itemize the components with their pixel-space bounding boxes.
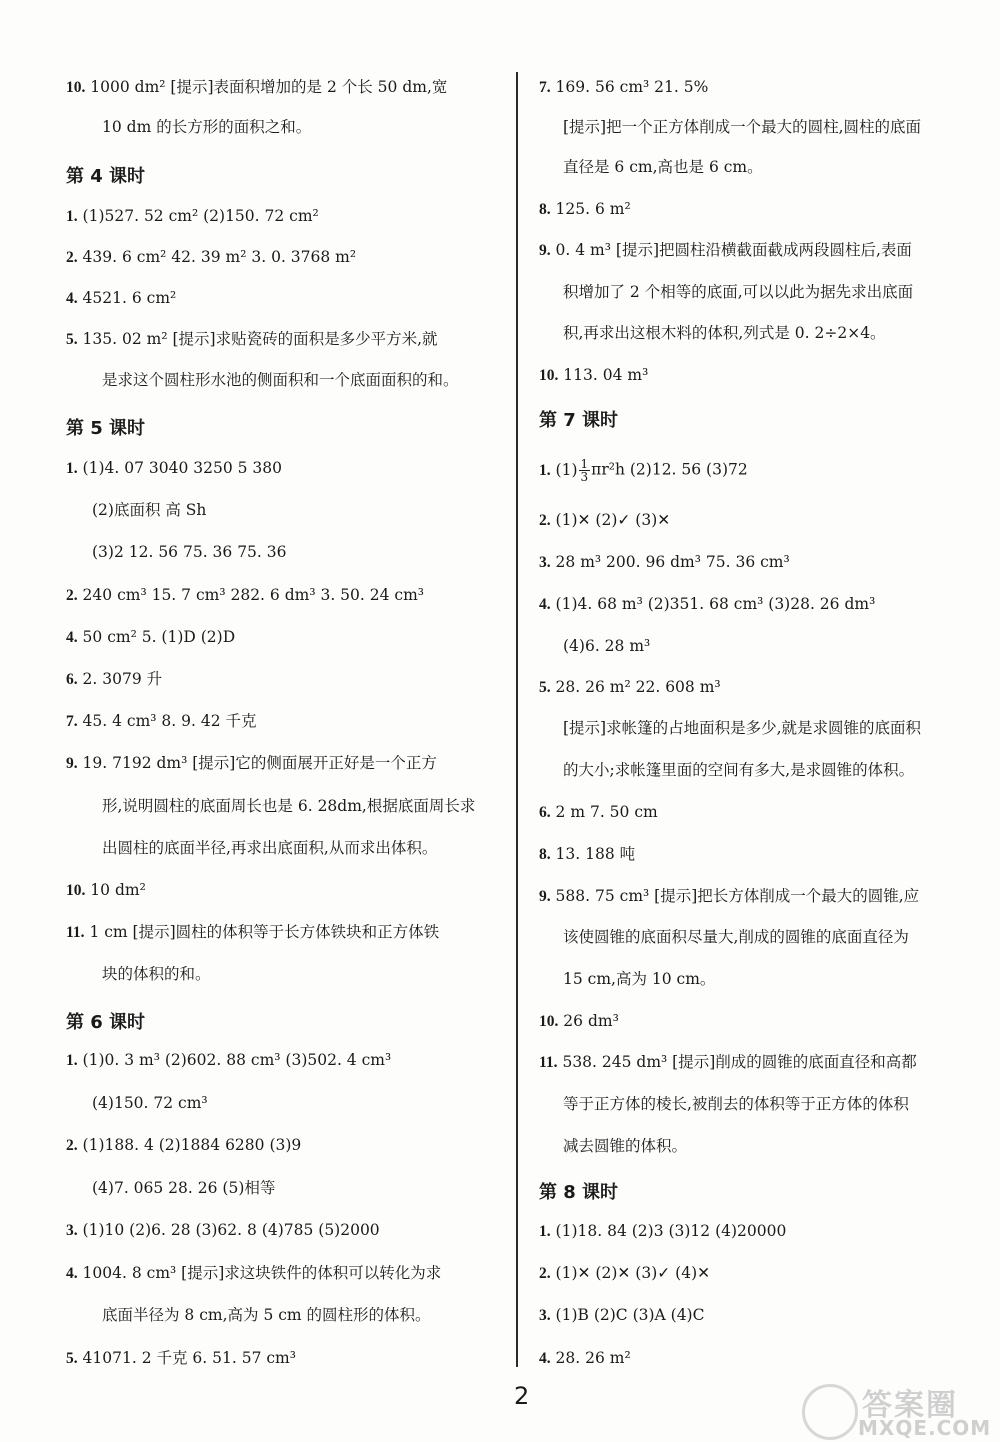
question-number: 2. — [66, 1137, 78, 1154]
section-heading: 第 4 课时 — [66, 166, 146, 187]
answer-line: 形,说明圆柱的底面周长也是 6. 28dm,根据底面周长求 — [102, 797, 476, 815]
question-number: 10. — [66, 79, 86, 96]
question-number: 10. — [66, 882, 86, 899]
question-number: 5. — [66, 1350, 78, 1367]
answer-line: 1. (1)527. 52 cm² (2)150. 72 cm² — [66, 207, 319, 225]
answer-line: 4. 50 cm² 5. (1)D (2)D — [66, 628, 236, 646]
question-number: 4. — [539, 596, 551, 613]
answer-line: 10. 1000 dm² [提示]表面积增加的是 2 个长 50 dm,宽 — [66, 78, 448, 96]
question-number: 9. — [539, 242, 551, 259]
answer-line: 直径是 6 cm,高也是 6 cm。 — [563, 158, 763, 176]
answer-line: [提示]把一个正方体削成一个最大的圆柱,圆柱的底面 — [563, 118, 922, 136]
answer-line: 2. (1)✕ (2)✕ (3)✓ (4)✕ — [539, 1264, 711, 1282]
answer-line: (3)2 12. 56 75. 36 75. 36 — [92, 543, 287, 561]
answer-line: 6. 2 m 7. 50 cm — [539, 803, 658, 821]
answer-line: 9. 19. 7192 dm³ [提示]它的侧面展开正好是一个正方 — [66, 754, 437, 772]
question-number: 3. — [539, 1307, 551, 1324]
answer-line: 5. 28. 26 m² 22. 608 m³ — [539, 678, 721, 696]
section-heading: 第 7 课时 — [539, 410, 619, 431]
question-number: 3. — [66, 1222, 78, 1239]
question-number: 10. — [539, 1013, 559, 1030]
question-number: 1. — [66, 460, 78, 477]
answer-line: 9. 0. 4 m³ [提示]把圆柱沿横截面截成两段圆柱后,表面 — [539, 241, 912, 259]
watermark-badge-icon — [802, 1384, 858, 1440]
answer-line: 10 dm 的长方形的面积之和。 — [102, 118, 312, 136]
answer-line: 7. 169. 56 cm³ 21. 5% — [539, 78, 709, 96]
watermark-text: 答案圈 — [862, 1388, 958, 1423]
question-number: 1. — [66, 208, 78, 225]
answer-line-formula — [539, 458, 748, 483]
answer-line: 该使圆锥的底面积尽量大,削成的圆锥的底面直径为 — [563, 928, 909, 946]
question-number: 1. — [539, 1223, 551, 1240]
question-number: 7. — [539, 79, 551, 96]
answer-line: 8. 13. 188 吨 — [539, 845, 636, 863]
answer-line: 6. 2. 3079 升 — [66, 670, 163, 688]
fraction — [579, 458, 591, 483]
question-number: 4. — [66, 629, 78, 646]
answer-line: 等于正方体的棱长,被削去的体积等于正方体的体积 — [563, 1095, 909, 1113]
answer-line: 10. 10 dm² — [66, 881, 146, 899]
answer-line: 3. 28 m³ 200. 96 dm³ 75. 36 cm³ — [539, 553, 790, 571]
question-number: 4. — [66, 1265, 78, 1282]
answer-line: 5. 135. 02 m² [提示]求贴瓷砖的面积是多少平方米,就 — [66, 330, 438, 348]
answer-line: 11. 1 cm [提示]圆柱的体积等于长方体铁块和正方体铁 — [66, 923, 440, 941]
answer-line: 积增加了 2 个相等的底面,可以以此为据先求出底面 — [563, 283, 914, 301]
answer-line: 出圆柱的底面半径,再求出底面积,从而求出体积。 — [102, 839, 438, 857]
answer-text: 1. (1) — [539, 460, 578, 479]
question-number: 4. — [66, 290, 78, 307]
question-number: 8. — [539, 846, 551, 863]
fraction-denominator: 3 — [580, 470, 589, 484]
answer-line: 2. (1)✕ (2)✓ (3)✕ — [539, 511, 671, 529]
answer-text: πr²h (2)12. 56 (3)72 — [591, 460, 748, 479]
section-heading: 第 8 课时 — [539, 1182, 619, 1203]
watermark-url: MXQE.COM — [858, 1416, 992, 1440]
question-number: 1. — [539, 461, 551, 479]
answer-line: 15 cm,高为 10 cm。 — [563, 970, 716, 988]
answer-line: 8. 125. 6 m² — [539, 200, 631, 218]
answer-line: 减去圆锥的体积。 — [563, 1137, 688, 1155]
answer-line: (4)150. 72 cm³ — [92, 1094, 208, 1112]
section-heading: 第 6 课时 — [66, 1012, 146, 1033]
answer-line: 10. 26 dm³ — [539, 1012, 619, 1030]
question-number: 11. — [539, 1054, 558, 1071]
answer-line: 4. (1)4. 68 m³ (2)351. 68 cm³ (3)28. 26 dm³ — [539, 595, 876, 613]
answer-line: 3. (1)B (2)C (3)A (4)C — [539, 1306, 705, 1324]
answer-line: 7. 45. 4 cm³ 8. 9. 42 千克 — [66, 712, 257, 730]
answer-line: 5. 41071. 2 千克 6. 51. 57 cm³ — [66, 1349, 296, 1367]
question-number: 2. — [66, 587, 78, 604]
answer-line: 2. (1)188. 4 (2)1884 6280 (3)9 — [66, 1136, 302, 1154]
answer-line: (4)7. 065 28. 26 (5)相等 — [92, 1179, 276, 1197]
question-number: 7. — [66, 713, 78, 730]
question-number: 10. — [539, 367, 559, 384]
answer-line: 9. 588. 75 cm³ [提示]把长方体削成一个最大的圆锥,应 — [539, 887, 920, 905]
page-number: 2 — [514, 1382, 530, 1410]
question-number: 6. — [66, 671, 78, 688]
answer-line: 4. 28. 26 m² — [539, 1349, 631, 1367]
answer-line: 11. 538. 245 dm³ [提示]削成的圆锥的底面直径和高都 — [539, 1053, 917, 1071]
answer-line: [提示]求帐篷的占地面积是多少,就是求圆锥的底面积 — [563, 719, 922, 737]
answer-line: 积,再求出这根木料的体积,列式是 0. 2÷2×4。 — [563, 324, 886, 342]
answer-line: 1. (1)18. 84 (2)3 (3)12 (4)20000 — [539, 1222, 787, 1240]
answer-line: 1. (1)4. 07 3040 3250 5 380 — [66, 459, 282, 477]
answer-line: 2. 439. 6 cm² 42. 39 m² 3. 0. 3768 m² — [66, 248, 357, 266]
fraction-numerator: 1 — [580, 457, 589, 471]
answer-line: (2)底面积 高 Sh — [92, 501, 207, 519]
question-number: 8. — [539, 201, 551, 218]
answer-line: 3. (1)10 (2)6. 28 (3)62. 8 (4)785 (5)2000 — [66, 1221, 380, 1239]
answer-line: 1. (1)0. 3 m³ (2)602. 88 cm³ (3)502. 4 cm³ — [66, 1051, 392, 1069]
question-number: 4. — [539, 1350, 551, 1367]
question-number: 2. — [539, 1265, 551, 1282]
question-number: 5. — [66, 331, 78, 348]
section-heading: 第 5 课时 — [66, 418, 146, 439]
question-number: 3. — [539, 554, 551, 571]
question-number: 2. — [66, 249, 78, 266]
answer-line: 10. 113. 04 m³ — [539, 366, 649, 384]
question-number: 5. — [539, 679, 551, 696]
column-divider — [516, 72, 518, 1367]
answer-line: 4. 4521. 6 cm² — [66, 289, 177, 307]
question-number: 9. — [539, 888, 551, 905]
question-number: 9. — [66, 755, 78, 772]
watermark-logo — [802, 1380, 992, 1440]
question-number: 1. — [66, 1052, 78, 1069]
question-number: 2. — [539, 512, 551, 529]
answer-line: (4)6. 28 m³ — [563, 637, 651, 655]
answer-line: 是求这个圆柱形水池的侧面积和一个底面面积的和。 — [102, 371, 459, 389]
answer-line: 2. 240 cm³ 15. 7 cm³ 282. 6 dm³ 3. 50. 24 cm³ — [66, 586, 424, 604]
answer-line: 底面半径为 8 cm,高为 5 cm 的圆柱形的体积。 — [102, 1306, 431, 1324]
answer-line: 的大小;求帐篷里面的空间有多大,是求圆锥的体积。 — [563, 761, 915, 779]
answer-line: 块的体积的和。 — [102, 965, 211, 983]
question-number: 11. — [66, 924, 85, 941]
question-number: 6. — [539, 804, 551, 821]
answer-line: 4. 1004. 8 cm³ [提示]求这块铁件的体积可以转化为求 — [66, 1264, 442, 1282]
